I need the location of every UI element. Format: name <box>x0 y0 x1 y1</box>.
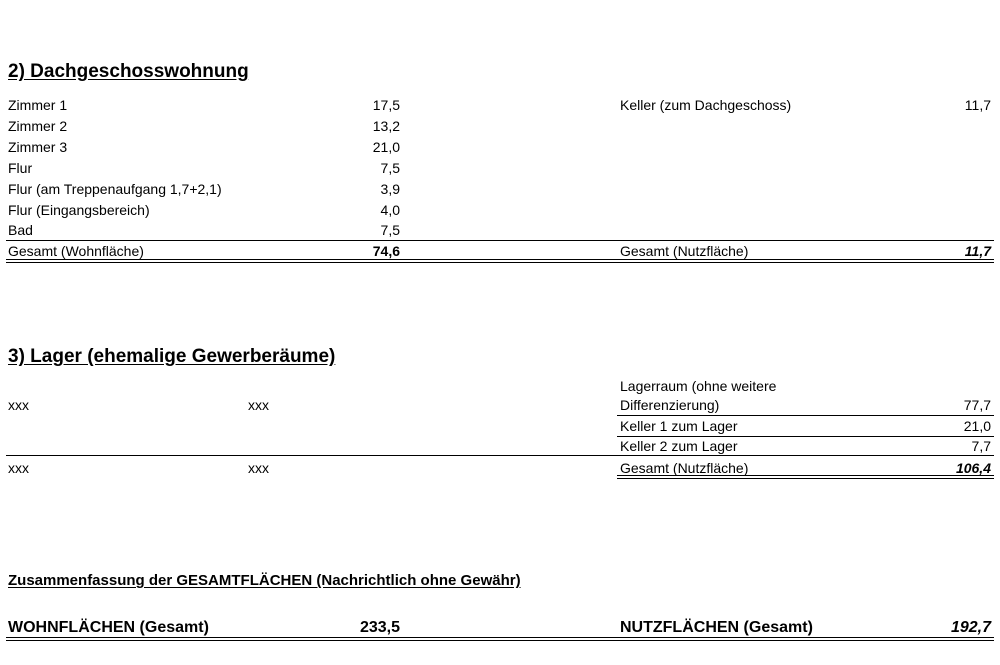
wohnflaechen-total-label: WOHNFLÄCHEN (Gesamt) <box>8 619 209 636</box>
placeholder-cell: xxx <box>248 460 269 476</box>
total-nutzflaeche-label: Gesamt (Nutzfläche) <box>620 243 749 259</box>
summary-title: Zusammenfassung der GESAMTFLÄCHEN (Nachrichtlich ohne Gewähr) <box>8 572 521 589</box>
double-divider <box>6 637 994 641</box>
total-nutzflaeche-value: 11,7 <box>964 243 991 259</box>
section-title-dachgeschoss: 2) Dachgeschosswohnung <box>8 61 249 82</box>
nutzflaechen-total-value: 192,7 <box>950 619 991 636</box>
storage-label-line2: Differenzierung) <box>620 397 720 413</box>
room-label: Bad <box>8 222 33 238</box>
room-label: Flur (am Treppenaufgang 1,7+2,1) <box>8 181 222 197</box>
cellar-label: Keller (zum Dachgeschoss) <box>620 97 792 113</box>
cellar-value: 11,7 <box>964 97 991 113</box>
room-label: Zimmer 3 <box>8 139 68 155</box>
divider <box>6 455 994 456</box>
cellar-value: 7,7 <box>971 438 991 454</box>
placeholder-cell: xxx <box>8 460 29 476</box>
cellar-value: 21,0 <box>963 418 991 434</box>
room-value: 4,0 <box>380 202 400 218</box>
room-value: 3,9 <box>380 181 400 197</box>
room-value: 7,5 <box>380 222 400 238</box>
total-nutzflaeche-value: 106,4 <box>955 460 991 476</box>
divider <box>617 436 994 437</box>
room-value: 7,5 <box>380 160 400 176</box>
placeholder-cell: xxx <box>8 397 29 413</box>
divider <box>6 240 994 241</box>
room-label: Flur (Eingangsbereich) <box>8 202 150 218</box>
wohnflaechen-total-value: 233,5 <box>359 619 400 636</box>
storage-value: 77,7 <box>963 397 991 413</box>
room-value: 17,5 <box>372 97 400 113</box>
total-nutzflaeche-label: Gesamt (Nutzfläche) <box>620 460 749 476</box>
room-label: Flur <box>8 160 33 176</box>
cellar-label: Keller 1 zum Lager <box>620 418 738 434</box>
room-label: Zimmer 2 <box>8 118 68 134</box>
double-divider <box>617 475 994 479</box>
double-divider <box>6 259 994 263</box>
storage-label-line1: Lagerraum (ohne weitere <box>620 378 777 394</box>
room-value: 13,2 <box>372 118 400 134</box>
cellar-label: Keller 2 zum Lager <box>620 438 738 454</box>
nutzflaechen-total-label: NUTZFLÄCHEN (Gesamt) <box>620 619 813 636</box>
total-wohnflaeche-label: Gesamt (Wohnfläche) <box>8 243 144 259</box>
section-title-lager: 3) Lager (ehemalige Gewerberäume) <box>8 346 336 367</box>
placeholder-cell: xxx <box>248 397 269 413</box>
total-wohnflaeche-value: 74,6 <box>372 243 400 259</box>
room-value: 21,0 <box>372 139 400 155</box>
divider <box>617 415 994 416</box>
room-label: Zimmer 1 <box>8 97 68 113</box>
